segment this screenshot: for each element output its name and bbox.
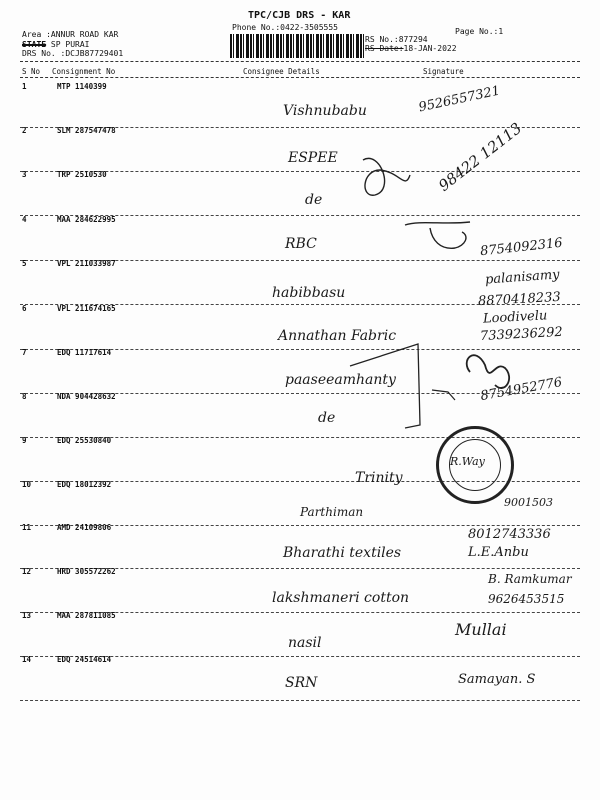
row-consignment: VPL 211033987 — [57, 259, 116, 268]
page-number: Page No.:1 — [455, 27, 504, 36]
signature-scribble — [467, 355, 509, 388]
row-sno: 8 — [22, 392, 27, 401]
handwritten-signature: 9526557321 — [417, 83, 502, 116]
row-sno: 3 — [22, 170, 27, 179]
row-consignment: EDQ 18012392 — [57, 480, 112, 489]
handwritten-consignee: RBC — [285, 236, 317, 252]
row-consignment: SLM 287547478 — [57, 126, 116, 135]
row-sno: 9 — [22, 436, 27, 445]
row-sno: 5 — [22, 259, 27, 268]
signature-scribble — [432, 390, 455, 400]
col-header-consignee: Consignee Details — [243, 67, 320, 76]
row-consignment: VPL 211674165 — [57, 304, 116, 313]
row-sno: 6 — [22, 304, 27, 313]
row-consignment: EDQ 25530840 — [57, 436, 112, 445]
handwritten-signature: 8754952776 — [479, 374, 564, 405]
row-consignment: TRP 2510530 — [57, 170, 107, 179]
row-consignment: MAA 287811085 — [57, 611, 116, 620]
signature-scribble — [405, 222, 470, 248]
row-consignment: EDQ 11717614 — [57, 348, 112, 357]
handwritten-signature: L.E.Anbu — [468, 545, 529, 560]
handwritten-consignee: paaseeamhanty — [285, 372, 396, 388]
handwritten-consignee: Vishnubabu — [283, 103, 367, 119]
handwritten-signature: 8012743336 — [468, 527, 551, 542]
handwritten-signature: palanisamy — [484, 267, 561, 288]
rs-number: RS No.:877294 — [365, 35, 428, 44]
handwritten-signature: Mullai — [455, 620, 507, 639]
signature-scribble — [363, 158, 410, 195]
handwritten-consignee: SRN — [285, 675, 318, 691]
handwritten-consignee: Parthiman — [300, 505, 364, 519]
area-label: Area :ANNUR ROAD KAR — [22, 30, 119, 39]
handwritten-signature: Samayan. S — [458, 672, 536, 687]
handwritten-consignee: lakshmaneri cotton — [272, 590, 410, 606]
phone-number: Phone No.:0422-3505555 — [232, 23, 338, 32]
row-sno: 10 — [22, 480, 32, 489]
sheet-title: TPC/CJB DRS - KAR — [248, 10, 351, 21]
col-header-sno: S No — [22, 67, 41, 76]
row-sno: 4 — [22, 215, 27, 224]
handwritten-consignee: de — [318, 410, 336, 426]
col-header-consignment: Consignment No — [52, 67, 116, 76]
row-consignment: AMD 24109806 — [57, 523, 112, 532]
handwritten-consignee: nasil — [288, 635, 322, 651]
handwritten-consignee: de — [305, 192, 323, 208]
row-consignment: EDQ 24514614 — [57, 655, 112, 664]
row-consignment: MAA 284622995 — [57, 215, 116, 224]
bracket-mark — [350, 344, 420, 428]
row-sno: 2 — [22, 126, 27, 135]
handwritten-consignee: Trinity — [355, 470, 403, 486]
col-header-signature: Signature — [423, 67, 464, 76]
handwritten-consignee: ESPEE — [288, 150, 338, 166]
handwritten-consignee: Bharathi textiles — [283, 545, 402, 561]
handwritten-signature: 7339236292 — [479, 324, 564, 345]
handwritten-signature: 8870418233 — [477, 289, 562, 310]
row-sno: 12 — [22, 567, 32, 576]
rs-date-value: 18-JAN-2022 — [403, 44, 457, 53]
handwritten-signature: 8754092316 — [479, 235, 564, 260]
drs-number: DRS No. :DCJB87729401 — [22, 49, 124, 58]
handwritten-signature: 9626453515 — [488, 592, 565, 606]
handwritten-signature: 98422 12113 — [435, 119, 526, 195]
place-text: SP PURAI — [50, 40, 90, 49]
handwritten-consignee: Annathan Fabric — [278, 328, 397, 344]
row-consignment: NDA 904428632 — [57, 392, 116, 401]
row-consignment: MTP 1140399 — [57, 82, 107, 91]
handwritten-signature: B. Ramkumar — [488, 572, 572, 586]
row-sno: 1 — [22, 82, 27, 91]
struck-out-text: STATE — [22, 40, 47, 49]
row-consignment: HRD 305572262 — [57, 567, 116, 576]
stamp-inner-ring — [449, 439, 501, 491]
rs-date-label: RS Date: — [365, 44, 404, 53]
handwritten-signature: 9001503 — [504, 496, 553, 509]
row-sno: 7 — [22, 348, 27, 357]
row-sno: 14 — [22, 655, 32, 664]
row-sno: 13 — [22, 611, 32, 620]
company-stamp — [436, 426, 514, 504]
handwritten-signature: Loodivelu — [482, 308, 548, 327]
handwritten-consignee: habibbasu — [272, 285, 346, 301]
row-sno: 11 — [22, 523, 32, 532]
handwritten-signature: R.Way — [450, 455, 485, 468]
